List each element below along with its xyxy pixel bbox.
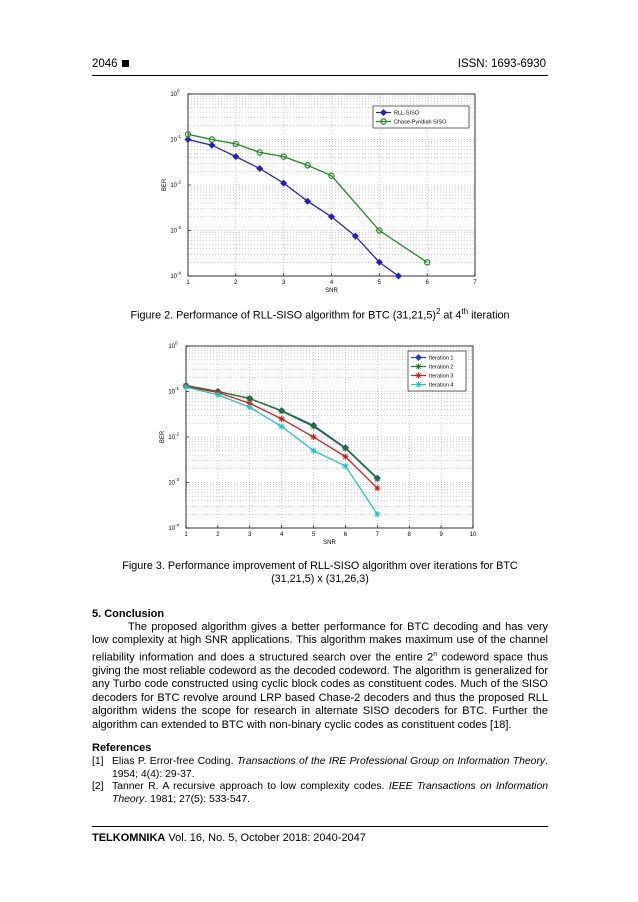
y-tick-label: 10 bbox=[170, 274, 177, 280]
y-tick-exponent: -1 bbox=[177, 134, 182, 139]
x-axis-label: SNR bbox=[323, 540, 336, 546]
square-bullet-icon bbox=[122, 60, 129, 67]
caption-text: iteration bbox=[468, 309, 510, 322]
data-point bbox=[279, 408, 285, 414]
reference-text: . 1954; 4(4): 29-37. bbox=[112, 756, 548, 780]
figure-2-chart bbox=[160, 84, 490, 296]
y-axis-label: BER bbox=[162, 178, 168, 192]
y-tick-exponent: -4 bbox=[175, 522, 180, 528]
data-point bbox=[311, 448, 317, 454]
data-point bbox=[311, 434, 317, 440]
caption-superscript: th bbox=[461, 307, 469, 316]
conclusion-paragraph bbox=[92, 621, 548, 732]
figure-3-caption bbox=[92, 560, 548, 586]
legend-label: Iteration 1 bbox=[429, 355, 454, 362]
x-tick-label: 10 bbox=[469, 532, 477, 538]
x-tick-label: 9 bbox=[439, 532, 443, 538]
x-tick-label: 1 bbox=[184, 532, 188, 538]
data-point bbox=[416, 373, 422, 379]
y-tick-exponent: 0 bbox=[177, 88, 180, 94]
x-tick-label: 5 bbox=[377, 280, 382, 286]
legend-label: Chase-Pyndiah SISO bbox=[394, 119, 447, 126]
y-tick-label: 10 bbox=[170, 183, 177, 189]
legend bbox=[373, 106, 469, 128]
data-point bbox=[209, 142, 215, 148]
data-point bbox=[215, 392, 221, 398]
y-tick-exponent: -4 bbox=[177, 270, 182, 276]
x-tick-label: 6 bbox=[425, 280, 429, 286]
data-point bbox=[279, 416, 285, 422]
y-tick-label: 10 bbox=[170, 228, 177, 235]
x-tick-label: 5 bbox=[311, 532, 316, 538]
y-tick-exponent: 0 bbox=[175, 340, 178, 346]
x-tick-label: 4 bbox=[329, 280, 334, 286]
legend-label: Iteration 3 bbox=[429, 373, 454, 380]
x-tick-label: 7 bbox=[473, 280, 477, 286]
data-point bbox=[233, 154, 239, 160]
header-rule bbox=[92, 75, 548, 76]
y-tick-label: 10 bbox=[170, 92, 177, 98]
reference-journal: IEEE Transactions on Information Theory bbox=[112, 781, 549, 805]
caption-line: (31,21,5) x (31,26,3) bbox=[271, 573, 369, 585]
y-tick-label: 10 bbox=[168, 389, 175, 396]
reference-item bbox=[92, 756, 548, 781]
data-point bbox=[374, 511, 380, 517]
paragraph-text: codeword space thus giving the most reliable codeword as the decoded codeword. The algorithm is generalized for any Turbo code constructed using cyclic block codes as constituent codes. Much of the SISO decoders for BTC revolve around LRP based Chase-2 decoders and thus the proposed RLL algorithm widens the scope for research in alternate SISO decoders for BTC. Further the algorithm can extended to BTC with non-binary cyclic codes as constituent codes [18]. bbox=[92, 651, 548, 731]
y-tick-exponent: -2 bbox=[175, 431, 180, 437]
data-point bbox=[257, 166, 263, 172]
footer-details: Vol. 16, No. 5, October 2018: 2040-2047 bbox=[165, 832, 366, 844]
data-point bbox=[183, 384, 189, 390]
data-point bbox=[342, 463, 348, 469]
caption-superscript: 2 bbox=[435, 307, 441, 316]
legend-label: Iteration 4 bbox=[429, 382, 454, 389]
data-series bbox=[183, 384, 380, 517]
x-tick-label: 3 bbox=[248, 532, 252, 538]
y-tick-exponent: -3 bbox=[177, 225, 182, 230]
legend-label: Iteration 2 bbox=[429, 364, 454, 371]
x-tick-label: 7 bbox=[375, 532, 380, 538]
reference-item bbox=[92, 781, 548, 806]
x-tick-label: 2 bbox=[216, 532, 220, 538]
y-tick-label: 10 bbox=[168, 344, 175, 350]
data-point bbox=[342, 454, 348, 460]
data-point bbox=[311, 424, 317, 430]
paragraph-superscript: n bbox=[433, 650, 438, 658]
page-number-block bbox=[92, 58, 129, 70]
page-number: 2046 bbox=[92, 58, 118, 70]
data-point bbox=[416, 364, 422, 370]
caption-text: at 4 bbox=[440, 309, 462, 322]
data-point bbox=[374, 476, 380, 482]
figure-2-caption bbox=[92, 305, 548, 323]
figure-3-chart bbox=[155, 338, 485, 556]
caption-line: Figure 3. Performance improvement of RLL-SISO algorithm over iterations for BTC bbox=[122, 560, 518, 572]
paragraph-text: The proposed algorithm gives a better performance for BTC decoding and has very low complexity at high SNR applications. This algorithm makes maximum use of the channel reliability information and does a structured search over the entire 2 bbox=[92, 621, 548, 664]
y-tick-exponent: -3 bbox=[175, 477, 180, 482]
reference-text: . 1981; 27(5): 533-547. bbox=[144, 793, 251, 805]
data-point bbox=[247, 404, 253, 410]
reference-text: Elias P. Error-free Coding. bbox=[112, 756, 237, 767]
section-heading: 5. Conclusion bbox=[92, 608, 165, 620]
reference-journal: Transactions of the IRE Professional Group on Information Theory bbox=[236, 756, 546, 767]
data-point bbox=[374, 485, 380, 491]
x-tick-label: 6 bbox=[343, 532, 348, 538]
x-axis-label: SNR bbox=[325, 288, 338, 294]
y-tick-label: 10 bbox=[170, 137, 177, 144]
footer-journal: TELKOMNIKA bbox=[92, 832, 166, 844]
data-series bbox=[185, 137, 401, 279]
issn: ISSN: 1693-6930 bbox=[457, 58, 546, 70]
series-line bbox=[186, 386, 377, 479]
reference-number: [1] bbox=[92, 756, 104, 767]
y-tick-exponent: -2 bbox=[177, 179, 182, 185]
y-tick-label: 10 bbox=[168, 480, 175, 487]
references-heading: References bbox=[92, 742, 152, 754]
series-line bbox=[186, 386, 377, 479]
data-point bbox=[279, 424, 285, 430]
data-point bbox=[342, 445, 348, 451]
x-tick-label: 1 bbox=[186, 280, 190, 286]
y-tick-label: 10 bbox=[168, 526, 175, 532]
reference-number: [2] bbox=[92, 781, 104, 792]
legend-label: RLL-SISO bbox=[394, 110, 420, 117]
y-tick-label: 10 bbox=[168, 435, 175, 441]
y-tick-exponent: -1 bbox=[175, 386, 180, 391]
legend bbox=[408, 351, 466, 391]
x-tick-label: 4 bbox=[279, 532, 284, 538]
data-point bbox=[185, 137, 191, 143]
y-axis-label: BER bbox=[160, 430, 166, 444]
caption-text: Figure 2. Performance of RLL-SISO algorithm for BTC (31,21,5) bbox=[130, 309, 436, 322]
x-tick-label: 2 bbox=[234, 280, 238, 286]
x-tick-label: 8 bbox=[407, 532, 411, 538]
data-point bbox=[416, 382, 422, 388]
reference-text: Tanner R. A recursive approach to low complexity codes. bbox=[112, 781, 389, 792]
footer-rule bbox=[92, 826, 548, 827]
page-footer bbox=[92, 832, 366, 844]
x-tick-label: 3 bbox=[281, 280, 286, 286]
